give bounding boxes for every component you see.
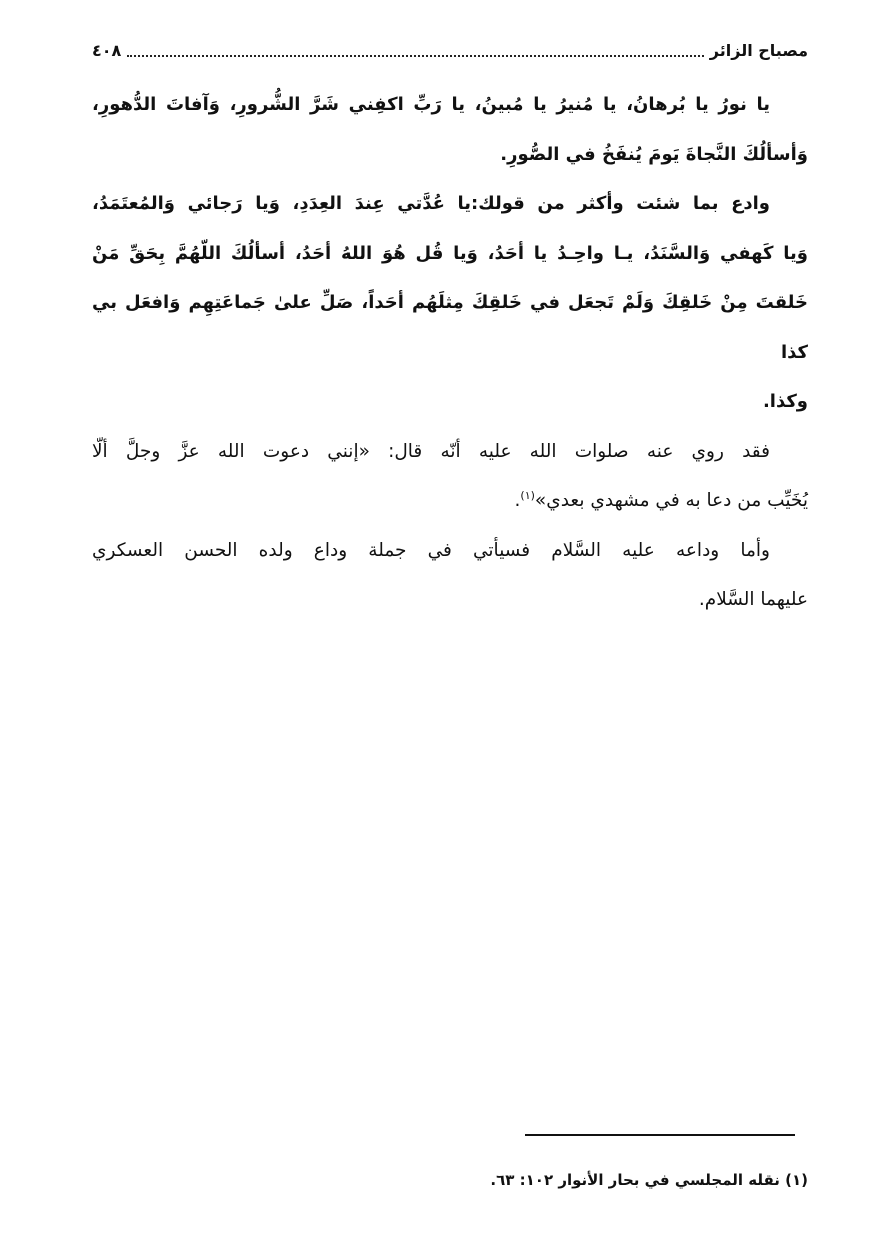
text-line: وكذا. (762, 391, 808, 412)
text-line: عليهما السَّلام. (698, 589, 808, 610)
page-number: ٤٠٨ (92, 40, 122, 60)
text-line: وَيا كَهفي وَالسَّنَدُ، يـا واحِـدُ يا أحَدُ، وَيا قُل هُوَ اللهُ أحَدُ، أسألُكَ اللّهُمَّ بِحَقِّ مَنْ (92, 242, 808, 264)
text-line: فقد روي عنه صلوات الله عليه أنّه قال: «إنني دعوت الله عزَّ وجلَّ ألّا (92, 440, 770, 462)
running-header (92, 36, 808, 64)
text-segment: يُخَيِّب من دعا به في مشهدي بعدي» (534, 490, 808, 511)
text-line: وأما وداعه عليه السَّلام فسيأتي في جملة وداع ولده الحسن العسكري (92, 539, 770, 561)
page-body (92, 80, 808, 625)
text-line: وَأسألُكَ النَّجاةَ يَومَ يُنفَخُ في الصُّورِ. (500, 143, 808, 165)
footnote-reference: (١) (520, 488, 535, 502)
text-line: خَلقتَ مِنْ خَلقِكَ وَلَمْ تَجعَل في خَلقِكَ مِثلَهُم أحَداً، صَلِّ علىٰ جَماعَتِهِم وَافعَل بي كذا (92, 292, 808, 363)
footnote: (١) نقله المجلسي في بحار الأنوار ١٠٢: ٦٣. (490, 1171, 808, 1189)
book-title: مصباح الزائر (709, 40, 808, 60)
footnote-divider (525, 1134, 795, 1136)
text-line: يا نورُ يا بُرهانُ، يا مُنيرُ يا مُبينُ، يا رَبِّ اكفِني شَرَّ الشُّرورِ، وَآفاتَ الدُّهورِ، (92, 94, 770, 115)
dotted-leader (127, 43, 704, 57)
text-line: وادع بما شئت وأكثر من قولك:يا عُدَّتي عِندَ العِدَدِ، وَيا رَجائي وَالمُعتَمَدُ، (92, 193, 770, 214)
period: . (514, 490, 521, 511)
text-line (92, 476, 808, 526)
